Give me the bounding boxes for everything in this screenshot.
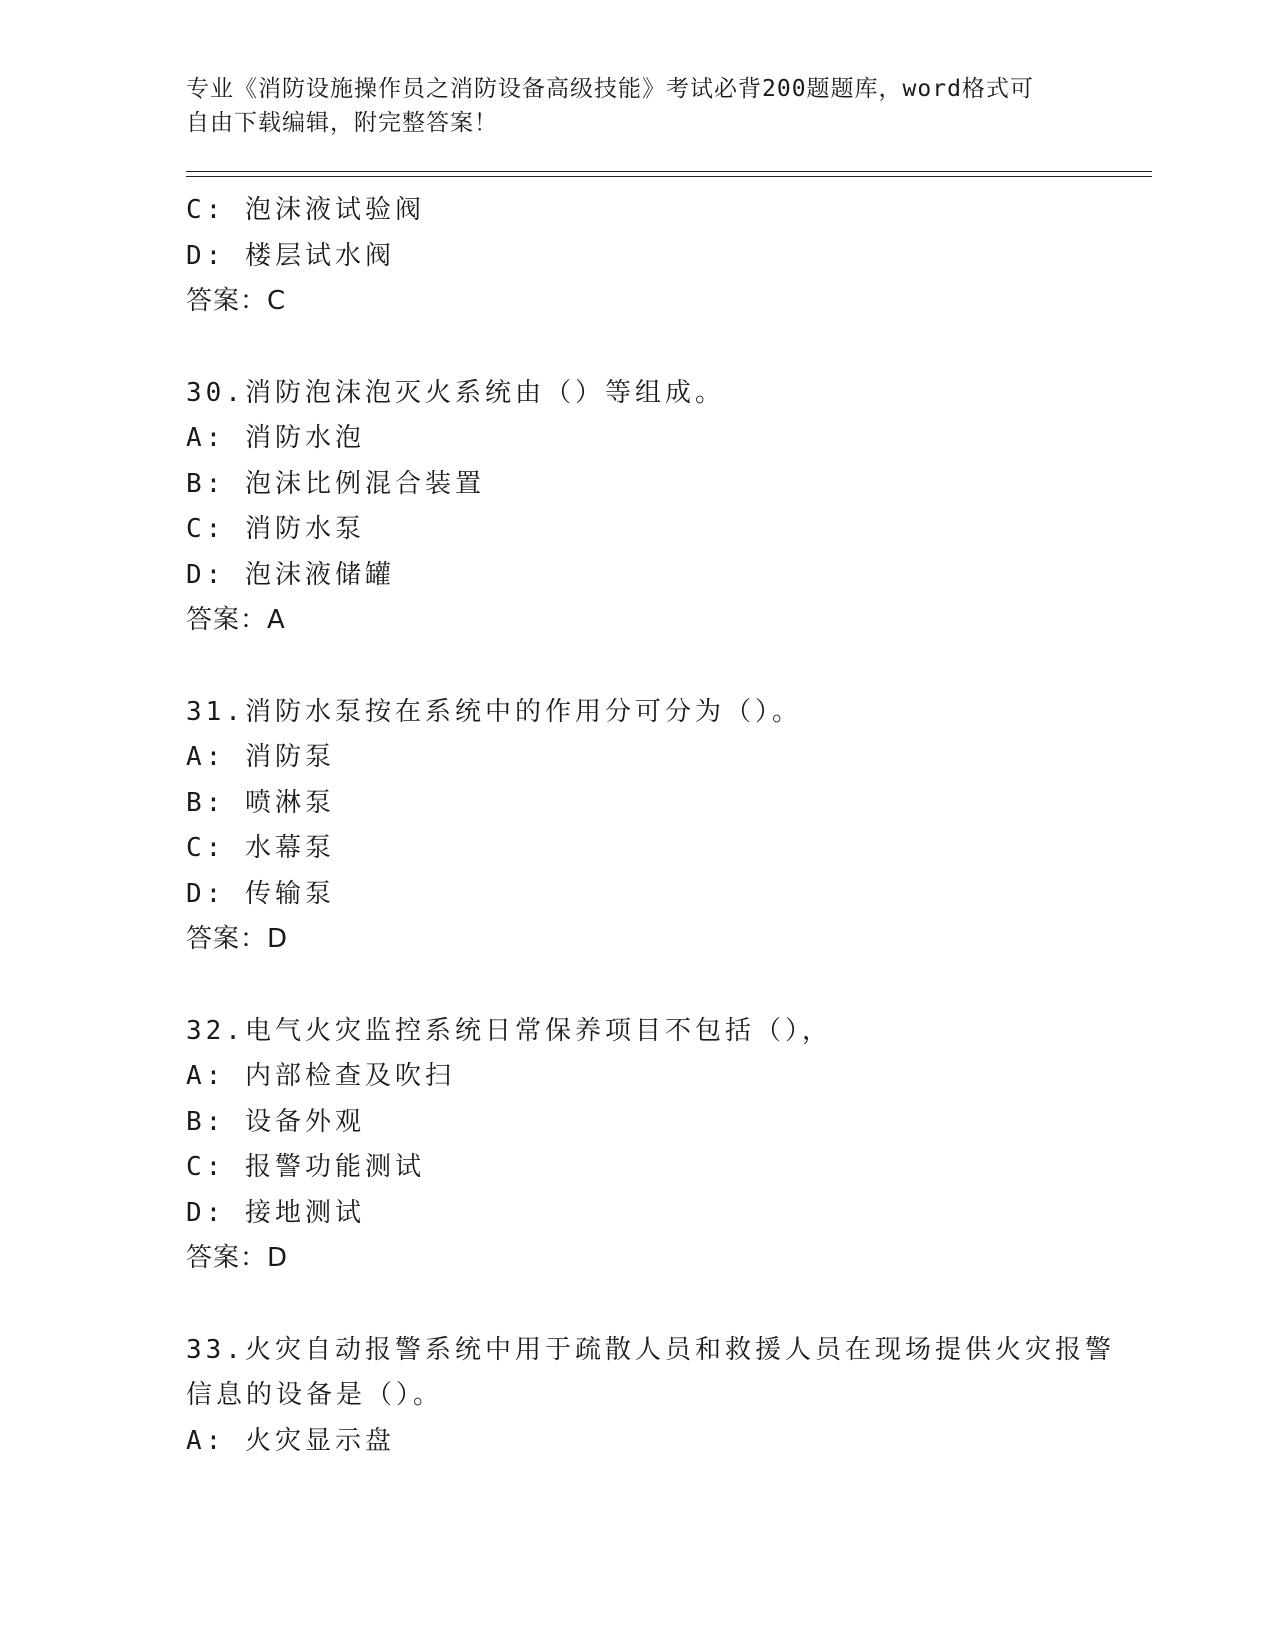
- option-c: C: 消防水泵: [186, 514, 365, 544]
- header-line-2: 自由下载编辑，附完整答案！: [186, 110, 498, 136]
- header-rule-bottom: [186, 176, 1152, 177]
- option-b: B: 设备外观: [186, 1106, 365, 1137]
- option-a: A: 消防水泡: [186, 423, 365, 453]
- option-c: C: 泡沫液试验阀: [186, 195, 425, 225]
- question-31: [186, 690, 1086, 963]
- question-text: 31.消防水泵按在系统中的作用分可分为（）。: [186, 696, 802, 727]
- question-list: [186, 188, 1115, 1464]
- option-a: A: 内部检查及吹扫: [186, 1061, 455, 1091]
- spacer: [186, 963, 1086, 1009]
- spacer: [186, 1282, 1086, 1328]
- header-line-1: 专业《消防设施操作员之消防设备高级技能》考试必背200题题库，word格式可: [186, 76, 1034, 102]
- option-d: D: 泡沫液储罐: [186, 559, 395, 590]
- question-text-line-2: 信息的设备是（）。: [186, 1380, 444, 1410]
- option-d: D: 楼层试水阀: [186, 240, 395, 271]
- option-c: C: 报警功能测试: [186, 1152, 425, 1182]
- header-rule-top: [186, 171, 1152, 172]
- option-d: D: 接地测试: [186, 1197, 365, 1228]
- answer: 答案：D: [186, 924, 289, 954]
- question-29-tail: [186, 188, 1086, 325]
- document-header: [186, 72, 1066, 140]
- option-d: D: 传输泵: [186, 878, 335, 909]
- answer: 答案：A: [186, 605, 286, 635]
- question-33: [186, 1328, 1115, 1465]
- option-b: B: 泡沫比例混合装置: [186, 468, 485, 499]
- answer: 答案：C: [186, 286, 287, 316]
- question-text: 32.电气火灾监控系统日常保养项目不包括（），: [186, 1015, 832, 1046]
- question-32: [186, 1009, 1086, 1282]
- answer: 答案：D: [186, 1243, 289, 1273]
- spacer: [186, 644, 1086, 690]
- option-a: A: 消防泵: [186, 742, 335, 772]
- question-text: 30.消防泡沫泡灭火系统由（）等组成。: [186, 377, 725, 408]
- spacer: [186, 325, 1086, 371]
- question-text-line-1: 33.火灾自动报警系统中用于疏散人员和救援人员在现场提供火灾报警: [186, 1334, 1115, 1365]
- question-30: [186, 371, 1086, 644]
- option-a: A: 火灾显示盘: [186, 1425, 395, 1456]
- option-c: C: 水幕泵: [186, 833, 335, 863]
- option-b: B: 喷淋泵: [186, 787, 335, 818]
